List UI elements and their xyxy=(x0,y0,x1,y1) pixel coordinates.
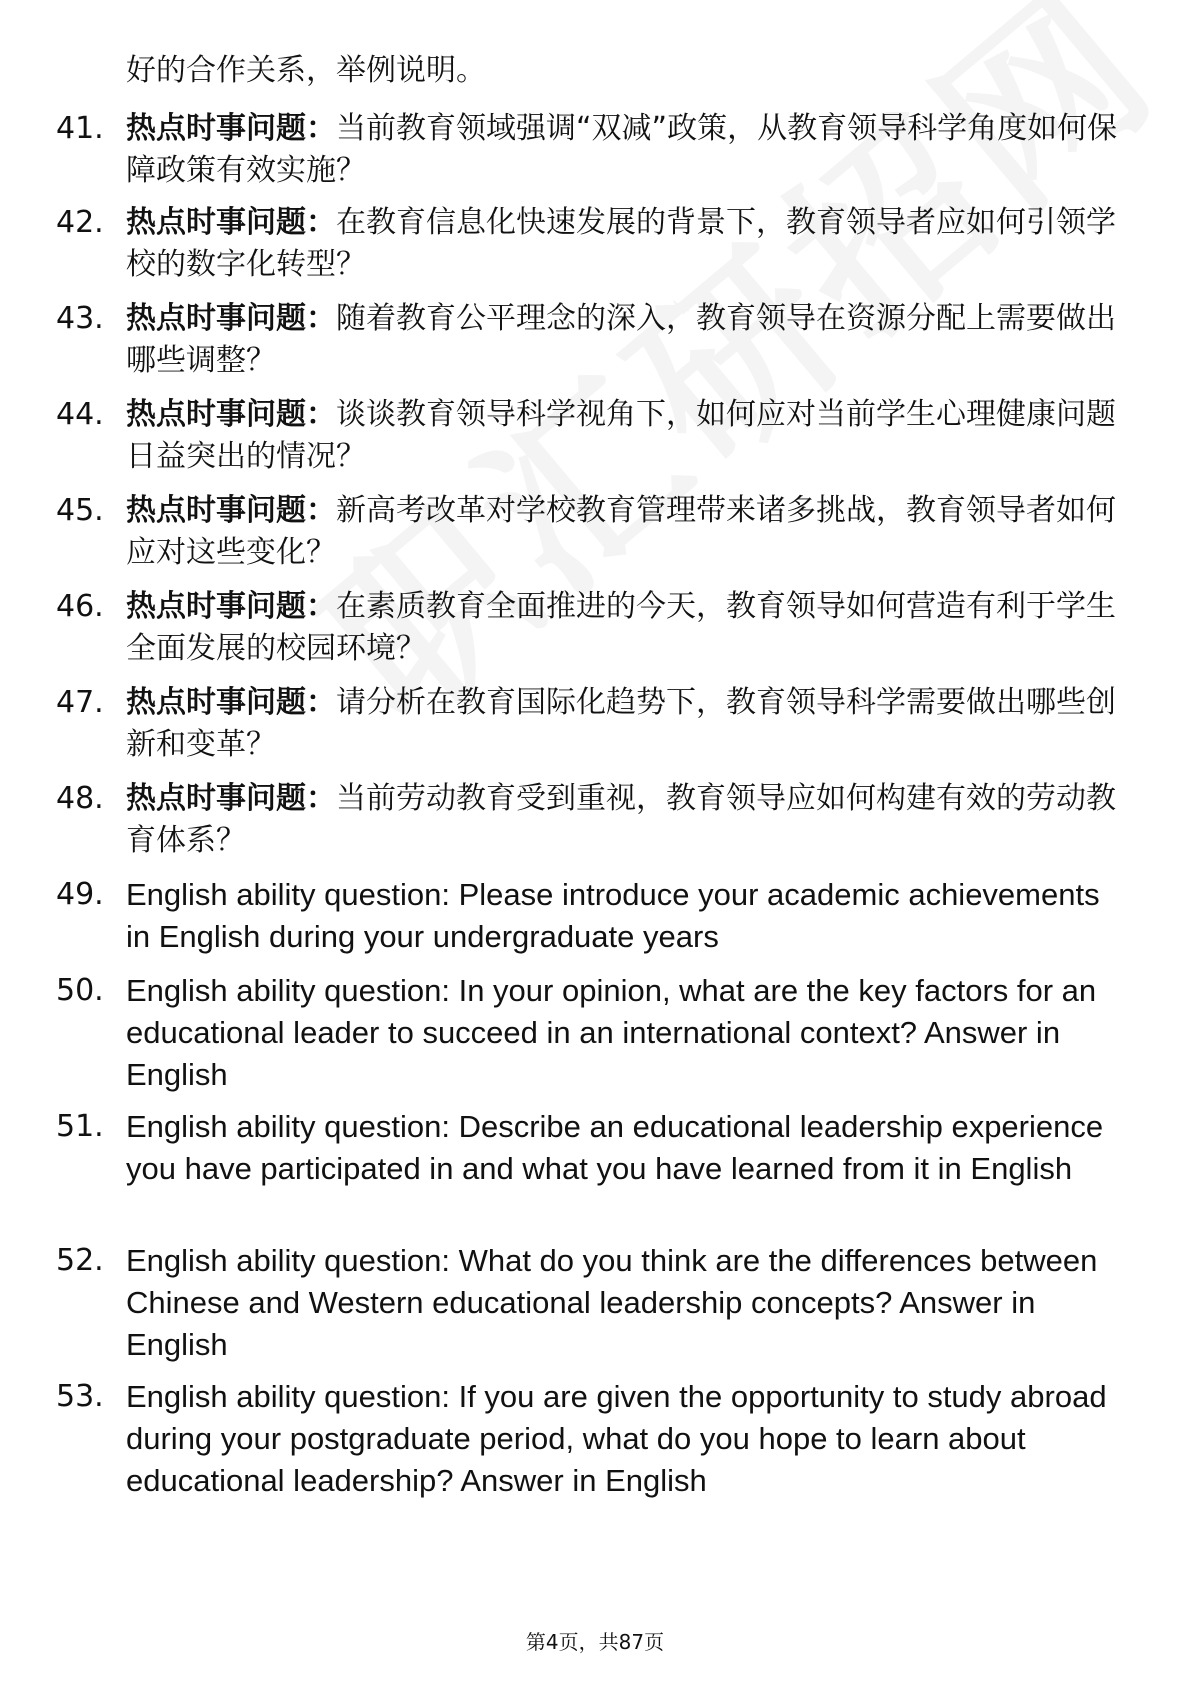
question-number: 52. xyxy=(56,1243,104,1278)
question-category: 热点时事问题： xyxy=(126,205,336,240)
question-body: 在素质教育全面推进的今天，教育领导如何营造有利于学生全面发展的校园环境？ xyxy=(126,589,1116,666)
question-text: English ability question: Describe an educational leadership experience you have participated in and what you have learned from it in English xyxy=(126,1109,1104,1186)
question-body: 当前教育领域强调“双减”政策，从教育领导科学角度如何保障政策有效实施？ xyxy=(126,111,1118,188)
question-text: English ability question: Please introduce your academic achievements in English during your undergraduate years xyxy=(126,877,1100,954)
question-category: 热点时事问题： xyxy=(126,493,336,528)
question-body: 请分析在教育国际化趋势下，教育领导科学需要做出哪些创新和变革？ xyxy=(126,685,1116,762)
question-body: 在教育信息化快速发展的背景下，教育领导者应如何引领学校的数字化转型？ xyxy=(126,205,1116,282)
question-category: 热点时事问题： xyxy=(126,685,336,720)
question-text: English ability question: If you are given the opportunity to study abroad during your postgraduate period, what do you hope to learn about educational leadership? Answer in English xyxy=(126,1379,1107,1498)
question-number: 41. xyxy=(56,111,104,146)
question-category: 热点时事问题： xyxy=(126,301,336,336)
question-text xyxy=(126,298,1126,382)
question-body: 谈谈教育领导科学视角下，如何应对当前学生心理健康问题日益突出的情况？ xyxy=(126,397,1116,474)
question-number: 50. xyxy=(56,973,104,1008)
question-body: 当前劳动教育受到重视，教育领导应如何构建有效的劳动教育体系？ xyxy=(126,781,1116,858)
question-category: 热点时事问题： xyxy=(126,781,336,816)
question-number: 48. xyxy=(56,781,104,816)
question-number: 47. xyxy=(56,685,104,720)
question-text: English ability question: What do you think are the differences between Chinese and Western educational leadership concepts? Answer in English xyxy=(126,1243,1098,1362)
question-number: 49. xyxy=(56,877,104,912)
question-category: 热点时事问题： xyxy=(126,397,336,432)
question-number: 43. xyxy=(56,301,104,336)
question-text xyxy=(126,202,1126,286)
question-number: 51. xyxy=(56,1109,104,1144)
question-text xyxy=(126,778,1126,862)
question-text xyxy=(126,490,1126,574)
question-number: 45. xyxy=(56,493,104,528)
question-text xyxy=(126,394,1126,478)
question-number: 44. xyxy=(56,397,104,432)
continued-text: 好的合作关系，举例说明。 xyxy=(126,53,486,88)
question-category: 热点时事问题： xyxy=(126,589,336,624)
question-number: 53. xyxy=(56,1379,104,1414)
question-category: 热点时事问题： xyxy=(126,111,336,146)
question-text xyxy=(126,108,1126,192)
question-number: 42. xyxy=(56,205,104,240)
question-text xyxy=(126,682,1126,766)
question-text: English ability question: In your opinion, what are the key factors for an educational leader to succeed in an international context? Answer in English xyxy=(126,973,1097,1092)
page-footer: 第4页，共87页 xyxy=(525,1630,665,1654)
question-number: 46. xyxy=(56,589,104,624)
question-body: 随着教育公平理念的深入，教育领导在资源分配上需要做出哪些调整？ xyxy=(126,301,1116,378)
question-text xyxy=(126,586,1126,670)
question-body: 新高考改革对学校教育管理带来诸多挑战，教育领导者如何应对这些变化？ xyxy=(126,493,1116,570)
